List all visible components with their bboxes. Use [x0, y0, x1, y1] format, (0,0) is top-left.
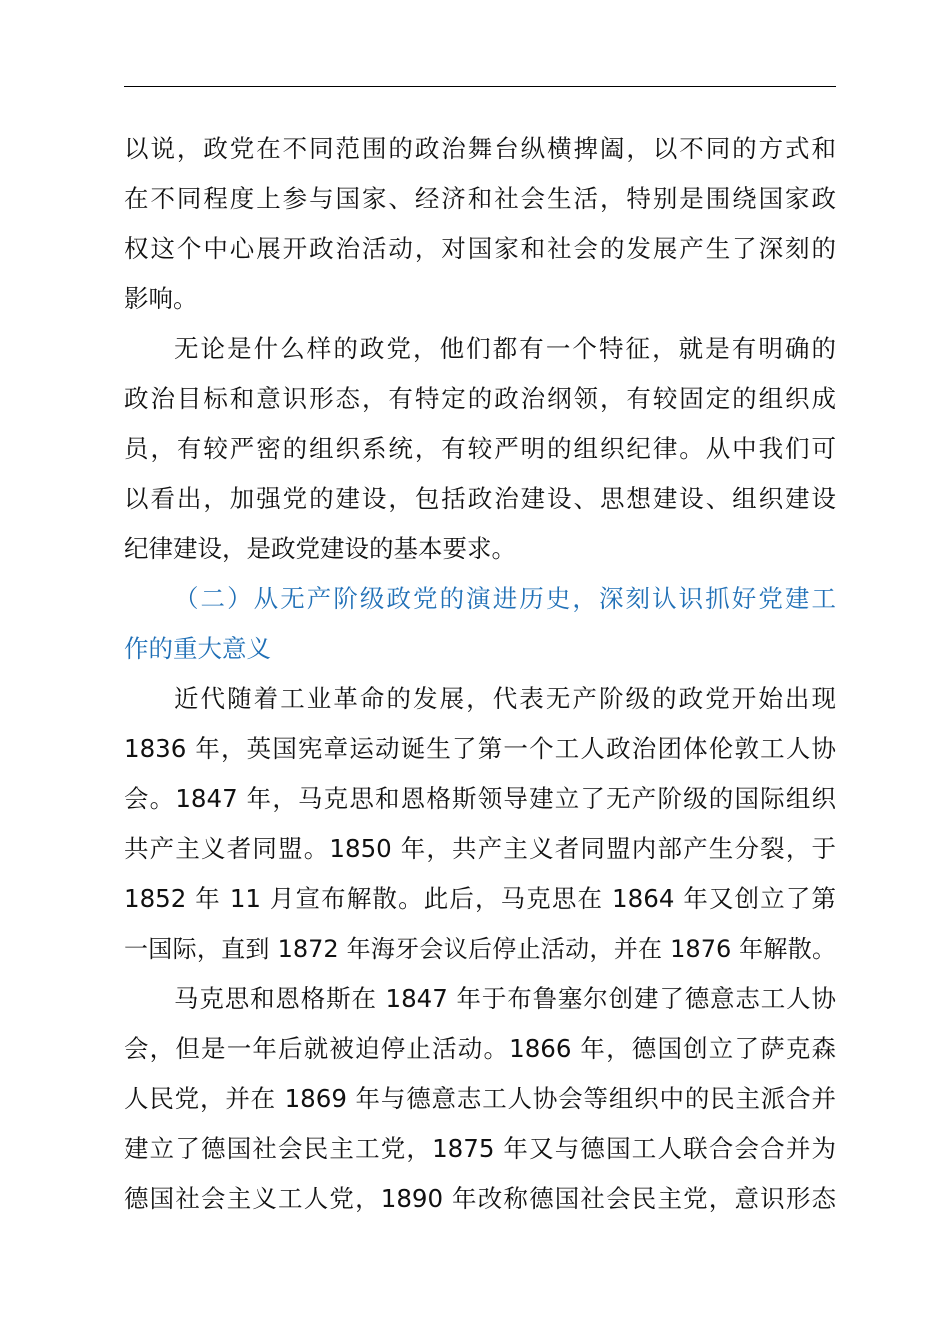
header-rule — [124, 86, 836, 87]
text-line: 德国社会主义工人党，1890 年改称德国社会民主党，意识形态 — [124, 1184, 836, 1213]
section-heading: （二）从无产阶级政党的演进历史，深刻认识抓好党建工 — [174, 584, 836, 613]
text-line: 会，但是一年后就被迫停止活动。1866 年，德国创立了萨克森 — [124, 1034, 836, 1063]
text-line: 以说，政党在不同范围的政治舞台纵横捭阖，以不同的方式和 — [124, 134, 836, 163]
text-line: 共产主义者同盟。1850 年，共产主义者同盟内部产生分裂，于 — [124, 834, 836, 863]
text-line: 近代随着工业革命的发展，代表无产阶级的政党开始出现 — [174, 684, 836, 713]
text-line: 建立了德国社会民主工党，1875 年又与德国工人联合会合并为 — [124, 1134, 836, 1163]
text-line: 影响。 — [124, 284, 198, 313]
text-line: 马克思和恩格斯在 1847 年于布鲁塞尔创建了德意志工人协 — [174, 984, 836, 1013]
text-line: 员，有较严密的组织系统，有较严明的组织纪律。从中我们可 — [124, 434, 836, 463]
text-line: 在不同程度上参与国家、经济和社会生活，特别是围绕国家政 — [124, 184, 836, 213]
text-line: 无论是什么样的政党，他们都有一个特征，就是有明确的 — [174, 334, 836, 363]
text-line: 一国际，直到 1872 年海牙会议后停止活动，并在 1876 年解散。 — [124, 935, 836, 963]
section-heading: 作的重大意义 — [124, 634, 271, 663]
text-line: 1836 年，英国宪章运动诞生了第一个工人政治团体伦敦工人协 — [124, 734, 836, 763]
text-line: 会。1847 年，马克思和恩格斯领导建立了无产阶级的国际组织 — [124, 784, 836, 813]
text-line: 1852 年 11 月宣布解散。此后，马克思在 1864 年又创立了第 — [124, 884, 836, 913]
text-line: 以看出，加强党的建设，包括政治建设、思想建设、组织建设 — [124, 484, 836, 513]
text-line: 纪律建设，是政党建设的基本要求。 — [124, 534, 516, 563]
text-line: 人民党，并在 1869 年与德意志工人协会等组织中的民主派合并 — [124, 1084, 836, 1113]
text-line: 权这个中心展开政治活动，对国家和社会的发展产生了深刻的 — [124, 234, 836, 263]
text-line: 政治目标和意识形态，有特定的政治纲领，有较固定的组织成 — [124, 384, 836, 413]
